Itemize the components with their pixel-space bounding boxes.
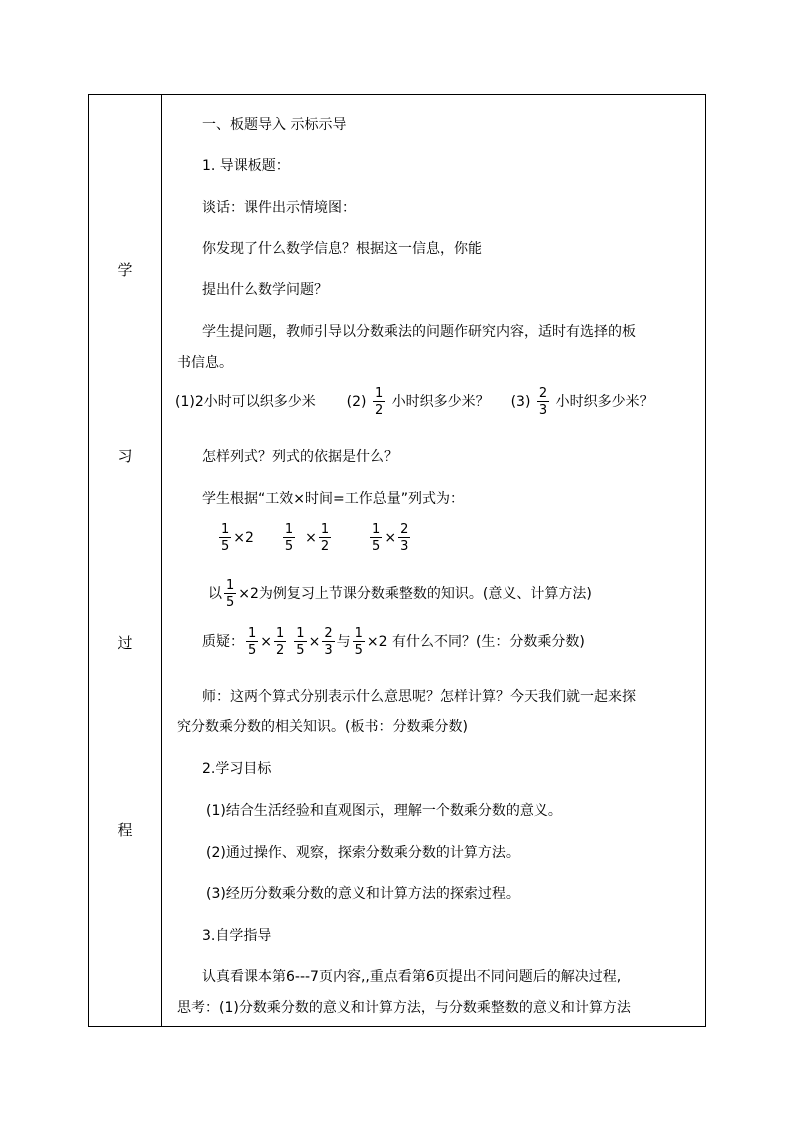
talk-line: 谈话：课件出示情境图： (202, 200, 356, 216)
fraction-fifth: $\frac{1}{5}$ (248, 626, 257, 658)
fraction-two-thirds: $\frac{2}{3}$ (538, 386, 548, 418)
fraction-half: $\frac{1}{2}$ (374, 386, 384, 418)
subheading-self-study: 3.自学指导 (202, 928, 272, 944)
times-sign: × (384, 530, 397, 546)
paragraph-line: 学生根据“工效×时间=工作总量”列式为： (202, 491, 464, 507)
subheading-guide: 1. 导课板题： (202, 158, 290, 174)
problem-3-text: 小时织多少米？ (555, 394, 654, 410)
problem-list (175, 387, 654, 417)
fraction-fifth: $\frac{1}{5}$ (296, 626, 305, 658)
problem-1: (1)2小时可以织多少米 (175, 394, 316, 410)
goal-item: (1)结合生活经验和直观图示，理解一个数乘分数的意义。 (206, 803, 562, 819)
goal-item: (3)经历分数乘分数的意义和计算方法的探索过程。 (206, 886, 520, 902)
column-divider (161, 95, 162, 1026)
section-heading: 一、板题导入 示标示导 (202, 117, 347, 133)
question-compare-line: 质疑： $\frac{1}{5}$ × $\frac{1}{2}$ $\frac{1}{5}$ × $\frac{2}{3}$ 与 $\frac{1}{5}$ ×2 有什么不同？(生：分数乘分数) (202, 626, 585, 658)
side-label-xue: 学 (117, 261, 133, 279)
paragraph-line: 怎样列式？列式的依据是什么？ (202, 449, 398, 465)
paragraph-line: 思考：(1)分数乘分数的意义和计算方法，与分数乘整数的意义和计算方法 (177, 1000, 631, 1016)
fraction-half: $\frac{1}{2}$ (276, 626, 285, 658)
side-label-cheng: 程 (117, 821, 133, 839)
fraction-fifth: $\frac{1}{5}$ (221, 522, 230, 554)
paragraph-line: 师：这两个算式分别表示什么意思呢？怎样计算？今天我们就一起来探 (202, 689, 636, 705)
paragraph-line: 书信息。 (177, 355, 233, 371)
problem-2-label: (2) (346, 394, 367, 410)
review-line: 以 $\frac{1}{5}$ ×2为例复习上节课分数乘整数的知识。(意义、计算方法) (208, 578, 592, 610)
times-sign: × (305, 530, 317, 546)
goal-item: (2)通过操作、观察，探索分数乘分数的计算方法。 (206, 845, 520, 861)
problem-3-label: (3) (510, 394, 531, 410)
fraction-fifth: $\frac{1}{5}$ (226, 578, 235, 610)
question-line: 你发现了什么数学信息？根据这一信息，你能 (202, 241, 482, 257)
times-sign: × (233, 530, 246, 546)
integer-two: 2 (245, 530, 254, 546)
side-label-guo: 过 (117, 634, 133, 652)
fraction-half: $\frac{1}{2}$ (320, 522, 330, 554)
problem-2-text: 小时织多少米？ (391, 394, 490, 410)
fraction-fifth: $\frac{1}{5}$ (284, 522, 294, 554)
paragraph-line: 认真看课本第6---7页内容,,重点看第6页提出不同问题后的解决过程, (202, 969, 622, 985)
subheading-goals: 2.学习目标 (202, 761, 272, 777)
fraction-fifth: $\frac{1}{5}$ (372, 522, 381, 554)
expression-list (217, 523, 412, 553)
paragraph-line: 究分数乘分数的相关知识。(板书：分数乘分数) (177, 719, 468, 735)
fraction-two-thirds: $\frac{2}{3}$ (400, 522, 409, 554)
fraction-two-thirds: $\frac{2}{3}$ (324, 626, 333, 658)
paragraph-line: 学生提问题，教师引导以分数乘法的问题作研究内容，适时有选择的板 (202, 324, 636, 340)
fraction-fifth: $\frac{1}{5}$ (354, 626, 363, 658)
side-label-xi: 习 (117, 447, 133, 465)
lesson-table (88, 94, 706, 1027)
question-line-2: 提出什么数学问题？ (202, 282, 328, 298)
